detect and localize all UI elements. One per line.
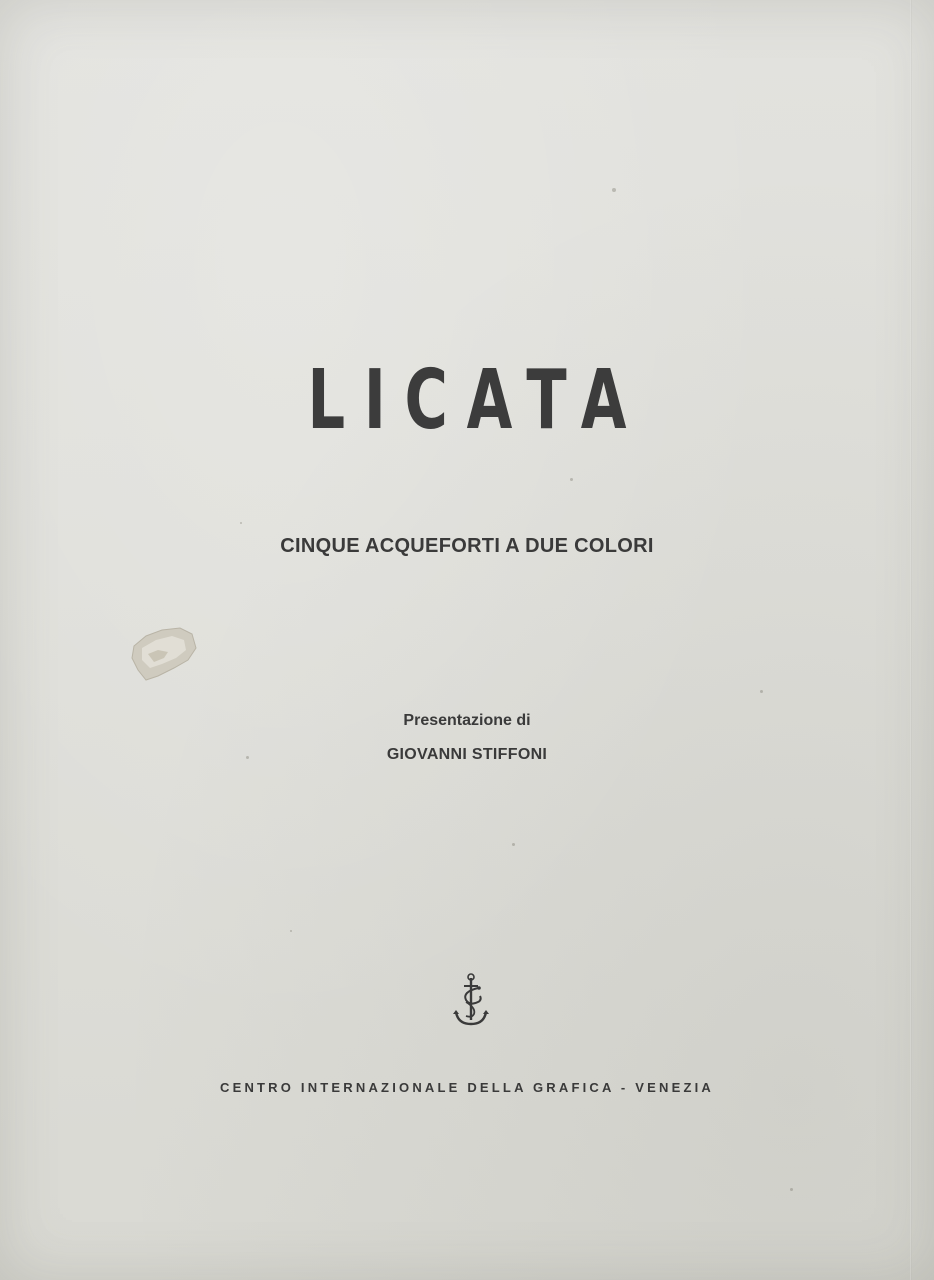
paper-speck: [240, 522, 242, 524]
publisher-line: CENTRO INTERNAZIONALE DELLA GRAFICA - VENEZIA: [219, 1080, 715, 1095]
paper-speck: [612, 188, 616, 192]
cover-subtitle: CINQUE ACQUEFORTI A DUE COLORI: [280, 535, 654, 557]
paper-tear-mark-icon: [128, 624, 198, 682]
anchor-serpent-emblem-icon: [448, 972, 494, 1030]
paper-speck: [570, 478, 573, 481]
paper-speck: [512, 843, 515, 846]
author-name: GIOVANNI STIFFONI: [386, 746, 548, 763]
paper-speck: [790, 1188, 793, 1191]
presentation-label: Presentazione di: [403, 712, 531, 729]
paper-speck: [760, 690, 763, 693]
cover-title: LICATA: [307, 353, 646, 448]
paper-speck: [290, 930, 292, 932]
